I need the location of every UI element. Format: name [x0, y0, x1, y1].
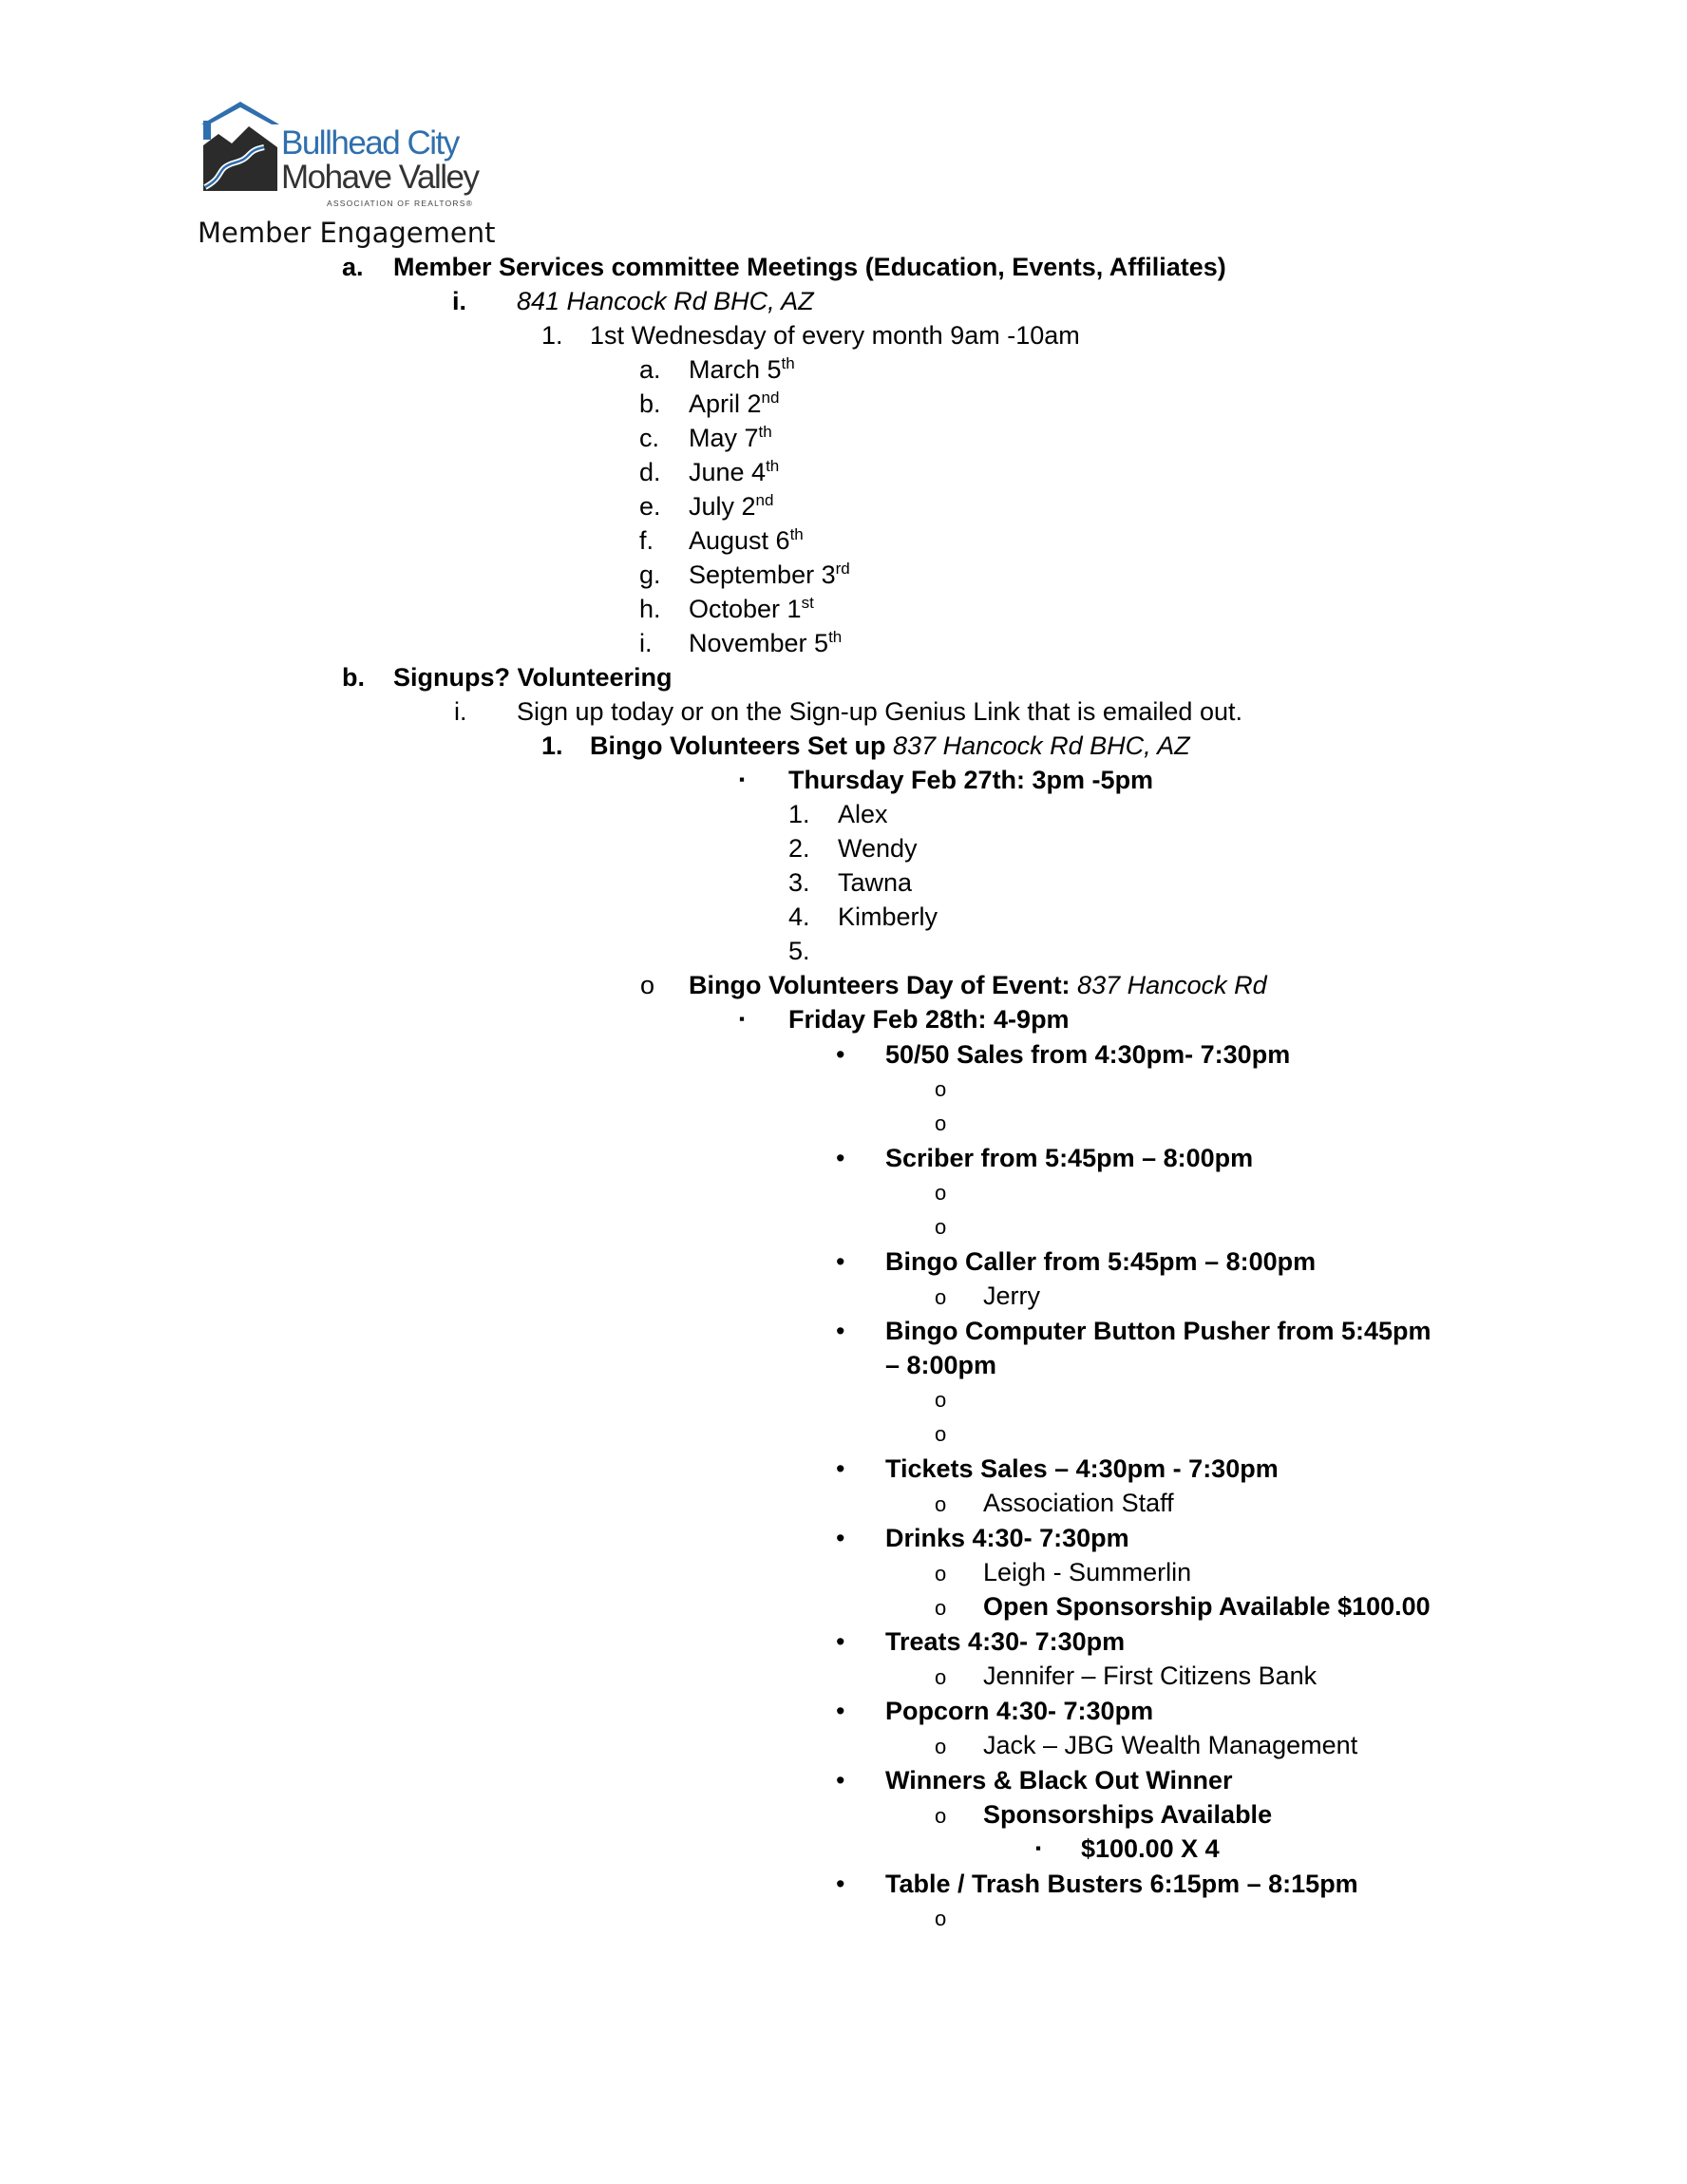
meeting-date: March 5th — [689, 354, 795, 384]
meeting-date: June 4th — [689, 457, 780, 486]
list-marker: 4. — [788, 902, 810, 931]
hollow-bullet-icon: o — [935, 1665, 947, 1689]
sponsorship-note: Open Sponsorship Available $100.00 — [983, 1592, 1431, 1621]
hollow-bullet-icon: o — [640, 971, 655, 999]
role-title: 50/50 Sales from 4:30pm- 7:30pm — [885, 1040, 1291, 1069]
list-marker: 5. — [788, 937, 810, 965]
setup-heading: Bingo Volunteers Set up 837 Hancock Rd BHC, AZ — [590, 731, 1190, 760]
list-marker: 1. — [541, 731, 563, 760]
hollow-bullet-icon: o — [935, 1422, 947, 1446]
square-bullet-icon: ▪ — [739, 770, 746, 788]
list-marker: 1. — [541, 321, 563, 350]
list-marker: i. — [639, 629, 653, 657]
hollow-bullet-icon: o — [935, 1215, 947, 1239]
role-title: Scriber from 5:45pm – 8:00pm — [885, 1144, 1254, 1172]
signup-intro: Sign up today or on the Sign-up Genius Link that is emailed out. — [517, 697, 1242, 726]
volunteer-name: Wendy — [838, 834, 918, 863]
volunteer-name: Alex — [838, 800, 888, 828]
meeting-date: October 1st — [689, 594, 814, 623]
house-mountain-icon — [198, 100, 283, 195]
square-bullet-icon: ▪ — [1035, 1839, 1042, 1857]
volunteer-name: Tawna — [838, 868, 913, 897]
bullet-icon: • — [836, 1870, 845, 1898]
page-subtitle: Member Engagement — [198, 217, 496, 249]
organization-logo — [198, 100, 483, 208]
hollow-bullet-icon: o — [935, 1077, 947, 1101]
meeting-date: April 2nd — [689, 389, 780, 418]
volunteer-name: Leigh - Summerlin — [983, 1558, 1192, 1586]
event-heading: Bingo Volunteers Day of Event: 837 Hancock Rd — [689, 971, 1267, 999]
bullet-icon: • — [836, 1040, 845, 1069]
volunteer-name: Association Staff — [983, 1489, 1174, 1517]
hollow-bullet-icon: o — [935, 1285, 947, 1309]
event-day: Friday Feb 28th: 4-9pm — [788, 1005, 1070, 1034]
meeting-date: May 7th — [689, 423, 772, 452]
hollow-bullet-icon: o — [935, 1907, 947, 1930]
volunteer-name: Kimberly — [838, 902, 938, 931]
square-bullet-icon: ▪ — [739, 1010, 746, 1028]
bullet-icon: • — [836, 1144, 845, 1172]
setup-day: Thursday Feb 27th: 3pm -5pm — [788, 766, 1154, 794]
bullet-icon: • — [836, 1627, 845, 1656]
role-title-continued: – 8:00pm — [885, 1351, 997, 1379]
role-title: Winners & Black Out Winner — [885, 1766, 1233, 1795]
role-title: Treats 4:30- 7:30pm — [885, 1627, 1126, 1656]
bullet-icon: • — [836, 1247, 845, 1276]
meeting-date: November 5th — [689, 628, 843, 657]
list-marker: h. — [639, 595, 661, 623]
section-a-title: Member Services committee Meetings (Education, Events, Affiliates) — [393, 253, 1226, 281]
role-title: Bingo Computer Button Pusher from 5:45pm — [885, 1317, 1431, 1345]
list-marker: d. — [639, 458, 661, 486]
logo-line-3: ASSOCIATION OF REALTORS® — [327, 199, 474, 208]
logo-line-1: Bullhead City — [281, 124, 459, 161]
list-marker: a. — [342, 253, 364, 281]
role-title: Popcorn 4:30- 7:30pm — [885, 1697, 1154, 1725]
list-marker: e. — [639, 492, 661, 521]
meeting-date: July 2nd — [689, 491, 774, 521]
role-title: Drinks 4:30- 7:30pm — [885, 1524, 1129, 1552]
volunteer-name: Jennifer – First Citizens Bank — [983, 1662, 1317, 1690]
role-title: Bingo Caller from 5:45pm – 8:00pm — [885, 1247, 1317, 1276]
bullet-icon: • — [836, 1454, 845, 1483]
list-marker: g. — [639, 560, 661, 589]
role-title: Table / Trash Busters 6:15pm – 8:15pm — [885, 1870, 1358, 1898]
bullet-icon: • — [836, 1697, 845, 1725]
list-marker: a. — [639, 355, 661, 384]
hollow-bullet-icon: o — [935, 1562, 947, 1586]
list-marker: i. — [452, 287, 467, 315]
role-title: Tickets Sales – 4:30pm - 7:30pm — [885, 1454, 1279, 1483]
hollow-bullet-icon: o — [935, 1804, 947, 1828]
list-marker: b. — [342, 663, 365, 692]
bullet-icon: • — [836, 1317, 845, 1345]
list-marker: 2. — [788, 834, 810, 863]
list-marker: c. — [639, 424, 660, 452]
hollow-bullet-icon: o — [935, 1388, 947, 1412]
logo-line-2: Mohave Valley — [281, 159, 479, 196]
hollow-bullet-icon: o — [935, 1596, 947, 1620]
meeting-date: August 6th — [689, 525, 804, 555]
section-b-title: Signups? Volunteering — [393, 663, 673, 692]
volunteer-name: Jack – JBG Wealth Management — [983, 1731, 1358, 1759]
list-marker: f. — [639, 526, 654, 555]
bullet-icon: • — [836, 1524, 845, 1552]
hollow-bullet-icon: o — [935, 1111, 947, 1135]
sponsorship-note: Sponsorships Available — [983, 1800, 1273, 1829]
meeting-location: 841 Hancock Rd BHC, AZ — [517, 287, 814, 315]
list-marker: 3. — [788, 868, 810, 897]
list-marker: i. — [454, 697, 467, 726]
hollow-bullet-icon: o — [935, 1735, 947, 1758]
list-marker: b. — [639, 389, 661, 418]
meeting-schedule: 1st Wednesday of every month 9am -10am — [590, 321, 1080, 350]
bullet-icon: • — [836, 1766, 845, 1795]
hollow-bullet-icon: o — [935, 1492, 947, 1516]
meeting-date: September 3rd — [689, 560, 850, 589]
hollow-bullet-icon: o — [935, 1181, 947, 1205]
list-marker: 1. — [788, 800, 810, 828]
volunteer-name: Jerry — [983, 1282, 1040, 1310]
sponsorship-detail: $100.00 X 4 — [1081, 1834, 1220, 1863]
